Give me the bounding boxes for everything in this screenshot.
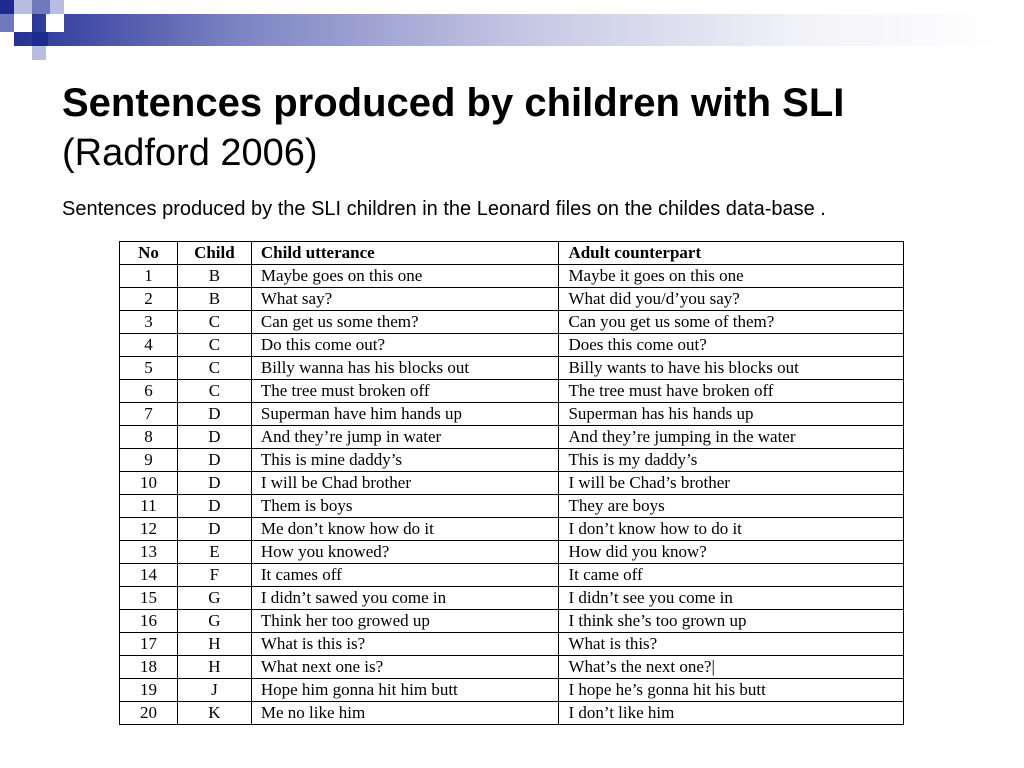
cell-no: 14 xyxy=(120,564,178,587)
cell-no: 20 xyxy=(120,702,178,725)
table-body xyxy=(120,265,904,725)
cell-adult: I hope he’s gonna hit his butt xyxy=(559,679,904,702)
cell-utterance: Think her too growed up xyxy=(251,610,559,633)
table-row xyxy=(120,265,904,288)
cell-no: 3 xyxy=(120,311,178,334)
table-row xyxy=(120,334,904,357)
cell-child: E xyxy=(177,541,251,564)
cell-no: 9 xyxy=(120,449,178,472)
table-row xyxy=(120,449,904,472)
cell-adult: The tree must have broken off xyxy=(559,380,904,403)
cell-adult: Can you get us some of them? xyxy=(559,311,904,334)
cell-no: 6 xyxy=(120,380,178,403)
cell-no: 13 xyxy=(120,541,178,564)
table-row xyxy=(120,472,904,495)
table-row xyxy=(120,587,904,610)
header-child-utterance: Child utterance xyxy=(251,242,559,265)
cell-utterance: Me no like him xyxy=(251,702,559,725)
header-square xyxy=(0,0,14,14)
cell-no: 11 xyxy=(120,495,178,518)
cell-utterance: What say? xyxy=(251,288,559,311)
cell-child: J xyxy=(177,679,251,702)
sentences-table xyxy=(119,241,904,725)
cell-no: 7 xyxy=(120,403,178,426)
header-adult-counterpart: Adult counterpart xyxy=(559,242,904,265)
cell-child: D xyxy=(177,472,251,495)
table-row xyxy=(120,518,904,541)
cell-child: H xyxy=(177,656,251,679)
slide-subtitle: Sentences produced by the SLI children in the Leonard files on the childes data-base . xyxy=(62,198,826,220)
cell-adult: Does this come out? xyxy=(559,334,904,357)
cell-child: C xyxy=(177,357,251,380)
cell-child: D xyxy=(177,449,251,472)
cell-child: C xyxy=(177,334,251,357)
header-square xyxy=(46,14,64,32)
table-row xyxy=(120,564,904,587)
cell-no: 15 xyxy=(120,587,178,610)
cell-utterance: I will be Chad brother xyxy=(251,472,559,495)
cell-adult: They are boys xyxy=(559,495,904,518)
header-square xyxy=(32,32,48,46)
cell-no: 1 xyxy=(120,265,178,288)
table-row xyxy=(120,633,904,656)
cell-adult: It came off xyxy=(559,564,904,587)
cell-child: D xyxy=(177,426,251,449)
cell-utterance: Do this come out? xyxy=(251,334,559,357)
cell-adult: I don’t know how to do it xyxy=(559,518,904,541)
table-row xyxy=(120,656,904,679)
cell-child: B xyxy=(177,288,251,311)
title-citation: (Radford 2006) xyxy=(62,132,318,174)
header-band xyxy=(0,14,1024,46)
cell-adult: Billy wants to have his blocks out xyxy=(559,357,904,380)
cell-child: F xyxy=(177,564,251,587)
table-row xyxy=(120,495,904,518)
cell-no: 16 xyxy=(120,610,178,633)
header-square xyxy=(14,14,32,32)
cell-utterance: Them is boys xyxy=(251,495,559,518)
header-square xyxy=(0,14,14,32)
cell-utterance: Hope him gonna hit him butt xyxy=(251,679,559,702)
cell-adult: What’s the next one?| xyxy=(559,656,904,679)
header-square xyxy=(32,0,50,14)
header-square xyxy=(14,0,32,14)
cell-adult: What did you/d’you say? xyxy=(559,288,904,311)
cell-child: H xyxy=(177,633,251,656)
cell-adult: And they’re jumping in the water xyxy=(559,426,904,449)
cell-utterance: How you knowed? xyxy=(251,541,559,564)
cell-adult: How did you know? xyxy=(559,541,904,564)
cell-adult: I will be Chad’s brother xyxy=(559,472,904,495)
cell-child: C xyxy=(177,311,251,334)
cell-utterance: This is mine daddy’s xyxy=(251,449,559,472)
cell-no: 19 xyxy=(120,679,178,702)
cell-adult: Maybe it goes on this one xyxy=(559,265,904,288)
cell-no: 4 xyxy=(120,334,178,357)
table-row xyxy=(120,679,904,702)
table-row xyxy=(120,380,904,403)
cell-utterance: And they’re jump in water xyxy=(251,426,559,449)
cell-child: D xyxy=(177,403,251,426)
cell-utterance: Billy wanna has his blocks out xyxy=(251,357,559,380)
cell-no: 17 xyxy=(120,633,178,656)
cell-no: 12 xyxy=(120,518,178,541)
cell-utterance: Superman have him hands up xyxy=(251,403,559,426)
cell-child: K xyxy=(177,702,251,725)
table-row xyxy=(120,702,904,725)
cell-adult: I don’t like him xyxy=(559,702,904,725)
cell-adult: I didn’t see you come in xyxy=(559,587,904,610)
cell-utterance: The tree must broken off xyxy=(251,380,559,403)
table-header-row xyxy=(120,242,904,265)
table-row xyxy=(120,288,904,311)
header-square xyxy=(32,46,46,60)
slide-title xyxy=(62,78,1002,178)
header-child: Child xyxy=(177,242,251,265)
cell-adult: What is this? xyxy=(559,633,904,656)
table-row xyxy=(120,610,904,633)
cell-child: B xyxy=(177,265,251,288)
cell-child: D xyxy=(177,518,251,541)
title-text: Sentences produced by children with SLI xyxy=(62,81,845,125)
cell-utterance: What is this is? xyxy=(251,633,559,656)
cell-utterance: It cames off xyxy=(251,564,559,587)
cell-utterance: Me don’t know how do it xyxy=(251,518,559,541)
header-square xyxy=(50,0,64,14)
cell-child: D xyxy=(177,495,251,518)
header-square xyxy=(14,46,32,60)
cell-adult: This is my daddy’s xyxy=(559,449,904,472)
table-row xyxy=(120,311,904,334)
header-square xyxy=(0,32,14,46)
cell-no: 5 xyxy=(120,357,178,380)
header-no: No xyxy=(120,242,178,265)
table-row xyxy=(120,426,904,449)
table-row xyxy=(120,357,904,380)
cell-utterance: I didn’t sawed you come in xyxy=(251,587,559,610)
cell-adult: I think she’s too grown up xyxy=(559,610,904,633)
cell-no: 10 xyxy=(120,472,178,495)
cell-child: G xyxy=(177,610,251,633)
table-row xyxy=(120,541,904,564)
cell-utterance: What next one is? xyxy=(251,656,559,679)
cell-utterance: Maybe goes on this one xyxy=(251,265,559,288)
cell-child: C xyxy=(177,380,251,403)
cell-no: 8 xyxy=(120,426,178,449)
cell-no: 2 xyxy=(120,288,178,311)
cell-child: G xyxy=(177,587,251,610)
cell-utterance: Can get us some them? xyxy=(251,311,559,334)
cell-no: 18 xyxy=(120,656,178,679)
cell-adult: Superman has his hands up xyxy=(559,403,904,426)
table-row xyxy=(120,403,904,426)
